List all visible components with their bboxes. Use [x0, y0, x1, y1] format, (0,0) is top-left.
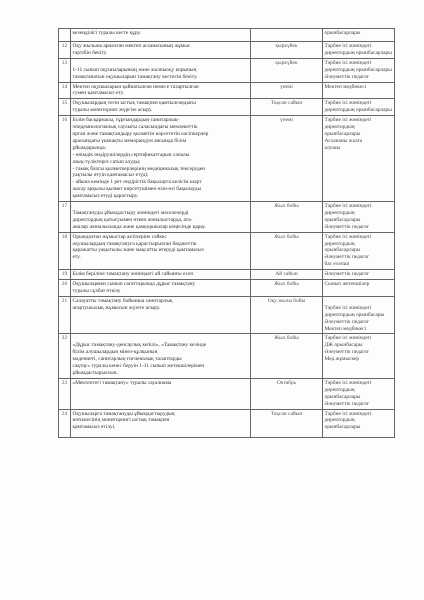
activity-deadline [251, 232, 323, 270]
activity-description-line: нәтижесінің мониторингі ыстық тамақпен [72, 417, 170, 424]
activity-description-line: азық-түліктерге сатып алуды; [72, 158, 141, 165]
activity-description [71, 280, 251, 297]
responsible-person-line: директордың [324, 209, 355, 216]
responsible-person-line: бас есепші [324, 261, 350, 268]
row-number: 21 [59, 296, 71, 334]
activity-description-line: туралы сұхбат өткізу [72, 288, 121, 294]
activity-description-line: жасау арқылы қызмет көрсетушімен өзін-өзі бақылауды [72, 186, 202, 193]
activity-description-line: Салауатты тамақтану бойынша санитарлық [72, 297, 173, 304]
activity-description-line [73, 60, 249, 67]
responsible-person [323, 378, 395, 409]
responsible-person-line: Сынып жетекшілер [324, 281, 370, 288]
activity-description-line: Орындалған жұмыстар актілеріне сәйкес [72, 233, 167, 240]
responsible-person-line: Тәрбие ісі жөніндегі [324, 233, 372, 240]
responsible-person-line: директордың [324, 124, 355, 131]
activity-description-line: туралы мониторинг жүргізе асыру. [72, 107, 153, 114]
responsible-person [323, 409, 395, 437]
responsible-person-line: Әлеуметтік педагог [324, 400, 370, 407]
responsible-person-line: директордың [324, 240, 355, 247]
activity-description [71, 29, 251, 42]
row-number: 20 [59, 280, 71, 297]
activity-deadline-line: Оқу жылы бойы [267, 297, 306, 304]
responsible-person-line: Тәрбие ісі жөніндегі [324, 410, 372, 417]
table-row [59, 82, 395, 99]
responsible-person-line: Тәрбие ісі жөніндегі [324, 379, 372, 386]
activity-deadline [251, 296, 323, 334]
activity-description-line: ету. [72, 254, 81, 261]
responsible-person-line: орынбасарлары [324, 30, 361, 36]
responsible-person-line: Тәрбие ісі жөніндегі [324, 43, 372, 49]
activity-description-line [73, 203, 249, 210]
responsible-person [323, 232, 395, 270]
activity-deadline [251, 378, 323, 409]
activity-description-line: Білім басқармасы, тұрғындардың санитарлық- [72, 117, 180, 124]
activity-description [71, 58, 251, 82]
activity-description-line: Мектеп оқушыларын қайнатылған немесе тазартылған [72, 83, 199, 90]
activity-description [71, 409, 251, 437]
responsible-person-line: орынбасарлары [324, 216, 361, 223]
activity-description-line: Оқу жылына арналған мектеп асханасының жұмыс [72, 43, 191, 49]
activity-description-line: Білім беріліне тамақтану жөніндегі ай сайынғы есеп [72, 271, 194, 278]
responsible-person-line [325, 298, 393, 305]
activity-description-line: 1-11 сынып оқушыларының және жалпыоқу корының [72, 66, 197, 73]
activity-description [71, 42, 251, 59]
responsible-person-line: орынбасарлары [324, 424, 361, 431]
activity-deadline [251, 334, 323, 378]
responsible-person [323, 58, 395, 82]
activity-description-line: кезеңділігі туралы кесте құру. [72, 30, 142, 36]
activity-description [71, 378, 251, 409]
responsible-person-line: Тәрбие ісі жөніндегі [324, 117, 372, 124]
row-number: 15 [59, 99, 71, 116]
activity-description [71, 296, 251, 334]
activity-description-line: арасындағы үшжақты меморандум аясында білім [72, 137, 187, 144]
responsible-person-line: орынбасарлары [324, 130, 361, 137]
activity-description [71, 82, 251, 99]
activity-description-line: қамтамасыз етілуі. [72, 424, 116, 431]
responsible-person-line: директордың орынбасарлары [324, 107, 392, 114]
responsible-person-line: директордың орынбасарлары [324, 49, 392, 56]
activity-deadline-line: Тоқсан сайын [270, 410, 303, 417]
table-row [59, 280, 395, 297]
table-row [59, 116, 395, 202]
activity-deadline-line: қыркүйек [275, 43, 298, 49]
responsible-person-line: директордың [324, 417, 355, 424]
plan-table [58, 28, 395, 438]
activity-description-line: тамақтанатын оқушыларын тамақтану кестесін бекіту. [72, 73, 198, 80]
activity-deadline-line [253, 30, 321, 37]
responsible-person-line: ДЖ орынбасары [324, 342, 363, 349]
table-row [59, 42, 395, 59]
responsible-person-line: Тәрбие ісі жөніндегі [324, 335, 372, 342]
responsible-person [323, 29, 395, 42]
activity-deadline-line: үнемі [280, 83, 293, 90]
row-number: 16 [59, 116, 71, 202]
responsible-person-line: Мектеп медбикесі [324, 83, 367, 90]
activity-description [71, 116, 251, 202]
activity-deadline-line: Октябрь [276, 379, 297, 386]
activity-deadline [251, 42, 323, 59]
row-number: 24 [59, 409, 71, 437]
activity-deadline-line: Жыл бойы [274, 203, 299, 210]
responsible-person-line: Тәрбие ісі жөніндегі [324, 304, 372, 311]
activity-description-line: тәртібін бекіту. [72, 49, 108, 56]
responsible-person [323, 334, 395, 378]
activity-description-line: Оқушылармен сынып сағаттарында дұрыс тамақтану [72, 281, 196, 288]
responsible-person-line: Әлеуметтік педагог [324, 254, 370, 261]
activity-deadline-line: Ай сайын [275, 271, 298, 278]
responsible-person [323, 42, 395, 59]
table-row [59, 58, 395, 82]
responsible-person-line: Мектеп медбикесі [324, 325, 367, 332]
activity-description [71, 202, 251, 233]
responsible-person [323, 99, 395, 116]
responsible-person-line: директордың орынбасары [324, 311, 385, 318]
responsible-person-line: Мед.жұмыскер [324, 356, 360, 363]
responsible-person-line: Әлеуметтік педагог [324, 73, 370, 80]
responsible-person-line: Әлеуметтік педагог [324, 271, 370, 278]
activity-description-line: сақтау» туралы кенес беруін 1-11 сынып жетекшілерімен [72, 363, 205, 370]
activity-deadline-line: Жыл бойы [274, 281, 299, 288]
activity-description-line: аналар жиналысында және қамқоршылар кеңесінде қарау. [72, 223, 206, 230]
activity-deadline [251, 270, 323, 280]
responsible-person [323, 270, 395, 280]
activity-description-line: - өнімдік өндірушілердің сертификаттарын сапалы [72, 151, 190, 158]
activity-description-line: директордың қатысуымен өткен жиналыстарда, ата- [72, 216, 193, 223]
table-row [59, 232, 395, 270]
responsible-person [323, 202, 395, 233]
activity-deadline [251, 82, 323, 99]
table-row [59, 378, 395, 409]
activity-description-line: «Дұрыс тамақтану-денсаулық кепілі», «Тамақтану кезінде [72, 342, 207, 349]
activity-description [71, 99, 251, 116]
activity-deadline-line: қыркүйек [275, 59, 298, 66]
table-row [59, 270, 395, 280]
table-row [59, 334, 395, 378]
row-number: 22 [59, 334, 71, 378]
table-row [59, 29, 395, 42]
responsible-person-line: Әлеуметтік педагог [324, 349, 370, 356]
activity-deadline [251, 280, 323, 297]
activity-description-line: Оқушыларға тамақтануды ұйымдастырудың [72, 410, 175, 417]
activity-description-line: қаражатты уақытылы және мақсатты игеруді қамтамасыз [72, 247, 204, 254]
activity-description-line: - тамақ блогы қызметкерлерінің медициналық тексеруден [72, 165, 206, 172]
row-number: 19 [59, 270, 71, 280]
activity-description-line: ағартушылық жұмысын жүзеге асыру. [72, 304, 161, 311]
table-body [59, 29, 395, 438]
activity-deadline-line: Жыл бойы [274, 335, 299, 342]
activity-deadline [251, 29, 323, 42]
table-row [59, 409, 395, 437]
activity-description-line: орган және тамақтандыру қызметін көрсететін кәсіпкерлер [72, 130, 209, 137]
activity-deadline [251, 99, 323, 116]
activity-deadline [251, 409, 323, 437]
activity-description-line: білім алушылардың мінез-құлқының [72, 349, 158, 356]
activity-deadline-line: Жыл бойы [274, 233, 299, 240]
row-number: 17 [59, 202, 71, 233]
activity-deadline-line: үнемі [280, 117, 293, 124]
row-number: 13 [59, 58, 71, 82]
responsible-person-line: орынбасарлары [324, 247, 361, 254]
responsible-person-line: Тәрбие ісі жөніндегі [324, 100, 372, 107]
table-row [59, 296, 395, 334]
activity-deadline [251, 116, 323, 202]
responsible-person-line: Тәрбие ісі жөніндегі [324, 59, 372, 66]
table-row [59, 99, 395, 116]
activity-description-line: сумен қамтамасыз ету. [72, 90, 125, 97]
row-number: 14 [59, 82, 71, 99]
row-number: 12 [59, 42, 71, 59]
activity-deadline [251, 58, 323, 82]
responsible-person [323, 116, 395, 202]
table-row [59, 202, 395, 233]
activity-description-line: - айына кемінде 1 рет өндірістік бақылауға келісім шарт [72, 179, 202, 186]
responsible-person [323, 296, 395, 334]
activity-description-line: қамтамасыз етуді қарастыру. [72, 193, 139, 200]
row-number [59, 29, 71, 42]
responsible-person [323, 82, 395, 99]
activity-description-line: ұйымдарында: [72, 144, 107, 151]
responsible-person-line: Тәрбие ісі жөніндегі [324, 203, 372, 210]
responsible-person-line: алушы [324, 144, 341, 151]
activity-deadline-line: Тоқсан сайын [270, 100, 303, 107]
responsible-person-line: Әлеуметтік педагог [324, 318, 370, 325]
responsible-person-line: директордың [324, 386, 355, 393]
responsible-person-line: Асхананы жалға [324, 137, 363, 144]
activity-description-line: уақтылы өтуін қамтамасыз етуді; [72, 172, 149, 179]
activity-description [71, 334, 251, 378]
activity-description-line: «Мектептегі тамақтану» туралы сауалнама [72, 379, 172, 386]
responsible-person-line: директордың орынбасарлары [324, 66, 392, 73]
activity-description-line: эпидемиологиялық саулығы саласындағы мемлекеттік [72, 124, 198, 131]
responsible-person-line: орынбасарлары [324, 393, 361, 400]
activity-description-line [73, 335, 249, 342]
activity-description-line: Оқушылардың тегін ыстық тамақпен қамтылғандығы [72, 100, 196, 107]
row-number: 23 [59, 378, 71, 409]
activity-description-line: Тамақтануды ұйымдастыру жөніндегі мәселелерді [72, 209, 189, 216]
responsible-person [323, 280, 395, 297]
activity-description [71, 270, 251, 280]
activity-description-line: мәдениеті, санитарлық-гигиеналық талаптарды [72, 356, 182, 363]
activity-description-line: ұйымдастырылсын. [72, 369, 118, 376]
activity-deadline [251, 202, 323, 233]
activity-description [71, 232, 251, 270]
activity-description-line: оқушылардың тамақтануға қарастырылған бюджеттік [72, 240, 197, 247]
responsible-person-line: Әлеуметтік педагог [324, 223, 370, 230]
row-number: 18 [59, 232, 71, 270]
